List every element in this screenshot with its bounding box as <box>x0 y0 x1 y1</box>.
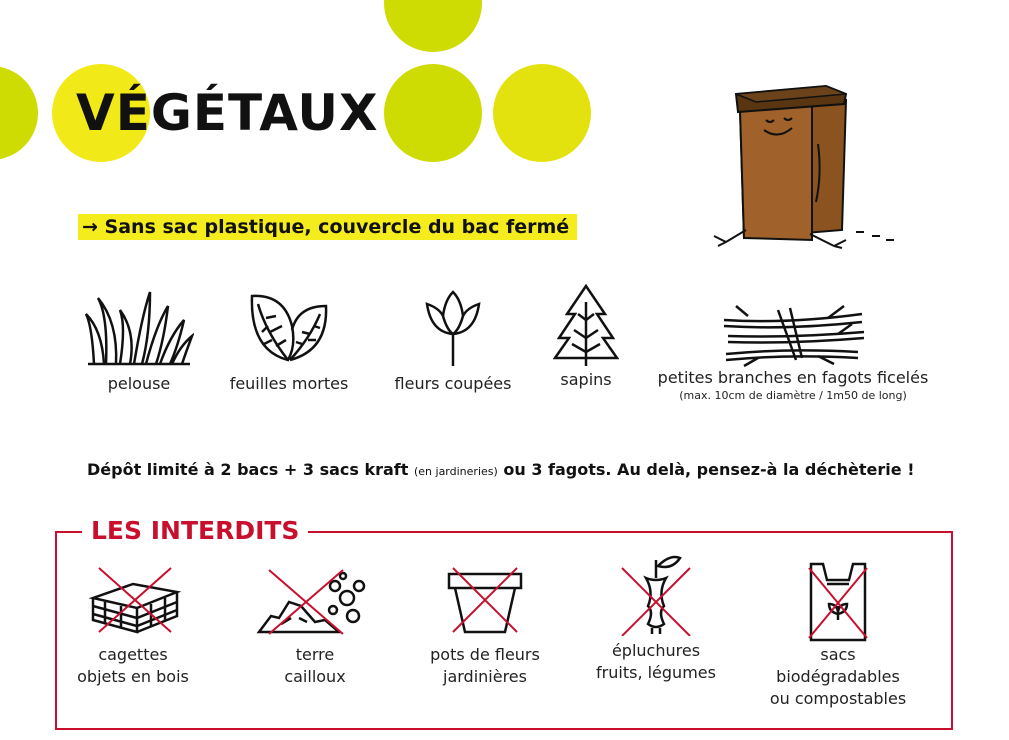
forbidden-item-sacs <box>760 560 916 710</box>
decor-circle <box>0 66 38 160</box>
allowed-note: (max. 10cm de diamètre / 1m50 de long) <box>679 389 907 402</box>
forbidden-item-terre <box>250 562 380 688</box>
forbidden-label: cailloux <box>284 667 346 686</box>
fir-tree-icon <box>553 282 619 368</box>
forbidden-item-cagettes <box>66 562 200 688</box>
allowed-item-pelouse <box>80 286 198 393</box>
flower-pot-icon <box>445 562 525 636</box>
forbidden-label: pots de fleurs <box>430 645 540 664</box>
decor-circle <box>384 64 482 162</box>
forbidden-label: objets en bois <box>77 667 189 686</box>
bag-icon <box>803 560 873 644</box>
page-title: VÉGÉTAUX <box>76 84 379 142</box>
crate-icon <box>85 562 181 636</box>
forbidden-title: LES INTERDITS <box>82 515 308 547</box>
forbidden-item-pots <box>410 562 560 688</box>
grass-icon <box>84 286 194 368</box>
allowed-label: fleurs coupées <box>394 374 512 393</box>
bin-mascot-icon <box>706 80 906 250</box>
forbidden-label: sacs <box>820 645 856 664</box>
limit-small: (en jardineries) <box>413 465 498 478</box>
tulip-icon <box>417 286 489 368</box>
branches-icon <box>718 296 868 368</box>
forbidden-label: épluchures <box>611 641 701 660</box>
decor-circle <box>384 0 482 52</box>
forbidden-label: jardinières <box>443 667 527 686</box>
allowed-item-sapins <box>546 282 626 389</box>
allowed-label: pelouse <box>107 374 171 393</box>
limit-part2: ou 3 fagots. Au delà, pensez-à la déchèterie ! <box>503 460 915 479</box>
leaves-icon <box>244 286 334 368</box>
deposit-limit-text <box>87 460 915 479</box>
allowed-item-branches <box>648 296 938 402</box>
forbidden-label: terre <box>295 645 335 664</box>
forbidden-label: cagettes <box>98 645 168 664</box>
forbidden-item-epluchures <box>586 552 726 684</box>
subtitle-banner: → Sans sac plastique, couvercle du bac fermé <box>78 214 577 240</box>
allowed-label: petites branches en fagots ficelés <box>657 368 929 387</box>
allowed-label: feuilles mortes <box>229 374 349 393</box>
soil-stones-icon <box>255 562 375 636</box>
forbidden-label: ou compostables <box>769 689 907 708</box>
forbidden-label: fruits, légumes <box>596 663 716 682</box>
limit-part1: Dépôt limité à 2 bacs + 3 sacs kraft <box>87 460 409 479</box>
allowed-label: sapins <box>560 370 612 389</box>
decor-circle <box>493 64 591 162</box>
allowed-item-fleurs <box>388 286 518 393</box>
forbidden-label: biodégradables <box>776 667 900 686</box>
allowed-item-feuilles <box>224 286 354 393</box>
apple-core-icon <box>616 552 696 636</box>
